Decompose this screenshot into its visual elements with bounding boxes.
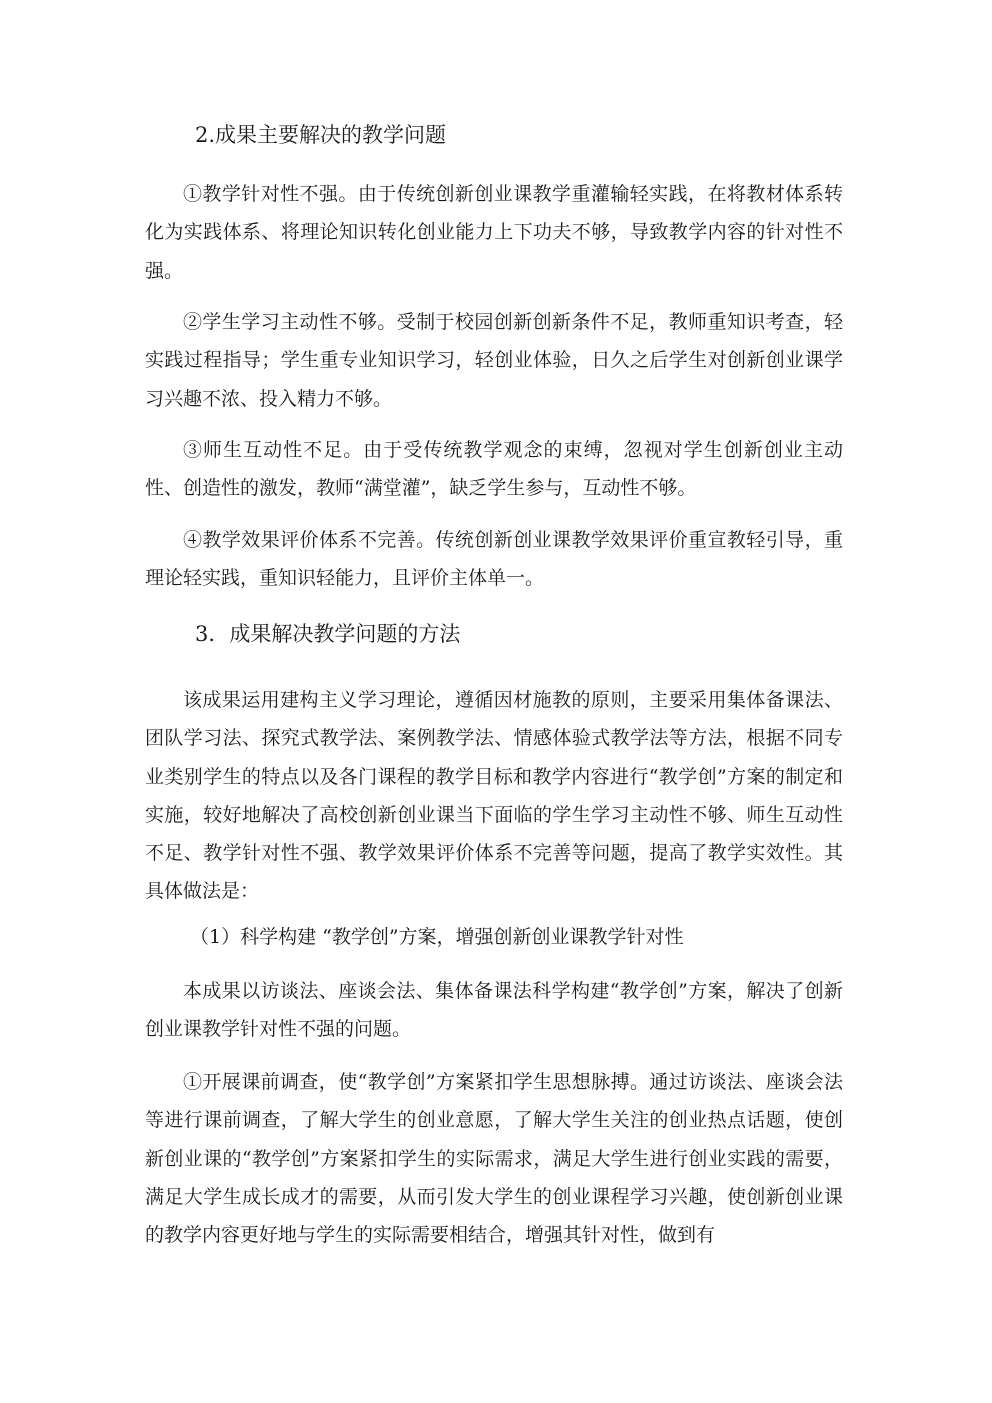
section-2-paragraph-3: ③师生互动性不足。由于受传统教学观念的束缚，忽视对学生创新创业主动性、创造性的激发，教师“满堂灌”，缺乏学生参与，互动性不够。 (145, 439, 843, 500)
section-2-paragraph-1: ①教学针对性不强。由于传统创新创业课教学重灌输轻实践，在将教材体系转化为实践体系、将理论知识转化创业能力上下功夫不够，导致教学内容的针对性不强。 (145, 183, 843, 282)
subsection-1-intro-paragraph: 本成果以访谈法、座谈会法、集体备课法科学构建“教学创”方案，解决了创新创业课教学针对性不强的问题。 (145, 980, 843, 1041)
subsection-1-heading: （1）科学构建 “教学创”方案，增强创新创业课教学针对性 (190, 926, 684, 948)
section-2-paragraph-2: ②学生学习主动性不够。受制于校园创新创新条件不足，教师重知识考查，轻实践过程指导；学生重专业知识学习，轻创业体验，日久之后学生对创新创业课学习兴趣不浓、投入精力不够。 (145, 311, 843, 410)
section-3-intro-paragraph: 该成果运用建构主义学习理论，遵循因材施教的原则，主要采用集体备课法、团队学习法、探究式教学法、案例教学法、情感体验式教学法等方法，根据不同专业类别学生的特点以及各门课程的教学目标和教学内容进行“教学创”方案的制定和实施，较好地解决了高校创新创业课当下面临的学生学习主动性不够、师生互动性不足、教学针对性不强、教学效果评价体系不完善等问题，提高了教学实效性。其具体做法是： (145, 689, 843, 903)
section-3-heading: 3．成果解决教学问题的方法 (195, 622, 461, 646)
section-2-heading: 2.成果主要解决的教学问题 (195, 123, 447, 147)
section-2-paragraph-4: ④教学效果评价体系不完善。传统创新创业课教学效果评价重宣教轻引导，重理论轻实践，重知识轻能力，且评价主体单一。 (145, 529, 843, 590)
subsection-1-point-1: ①开展课前调查，使“教学创”方案紧扣学生思想脉搏。通过访谈法、座谈会法等进行课前调查，了解大学生的创业意愿，了解大学生关注的创业热点话题，使创新创业课的“教学创”方案紧扣学生的实际需求，满足大学生进行创业实践的需要，满足大学生成长成才的需要，从而引发大学生的创业课程学习兴趣，使创新创业课的教学内容更好地与学生的实际需要相结合，增强其针对性，做到有 (145, 1071, 843, 1247)
